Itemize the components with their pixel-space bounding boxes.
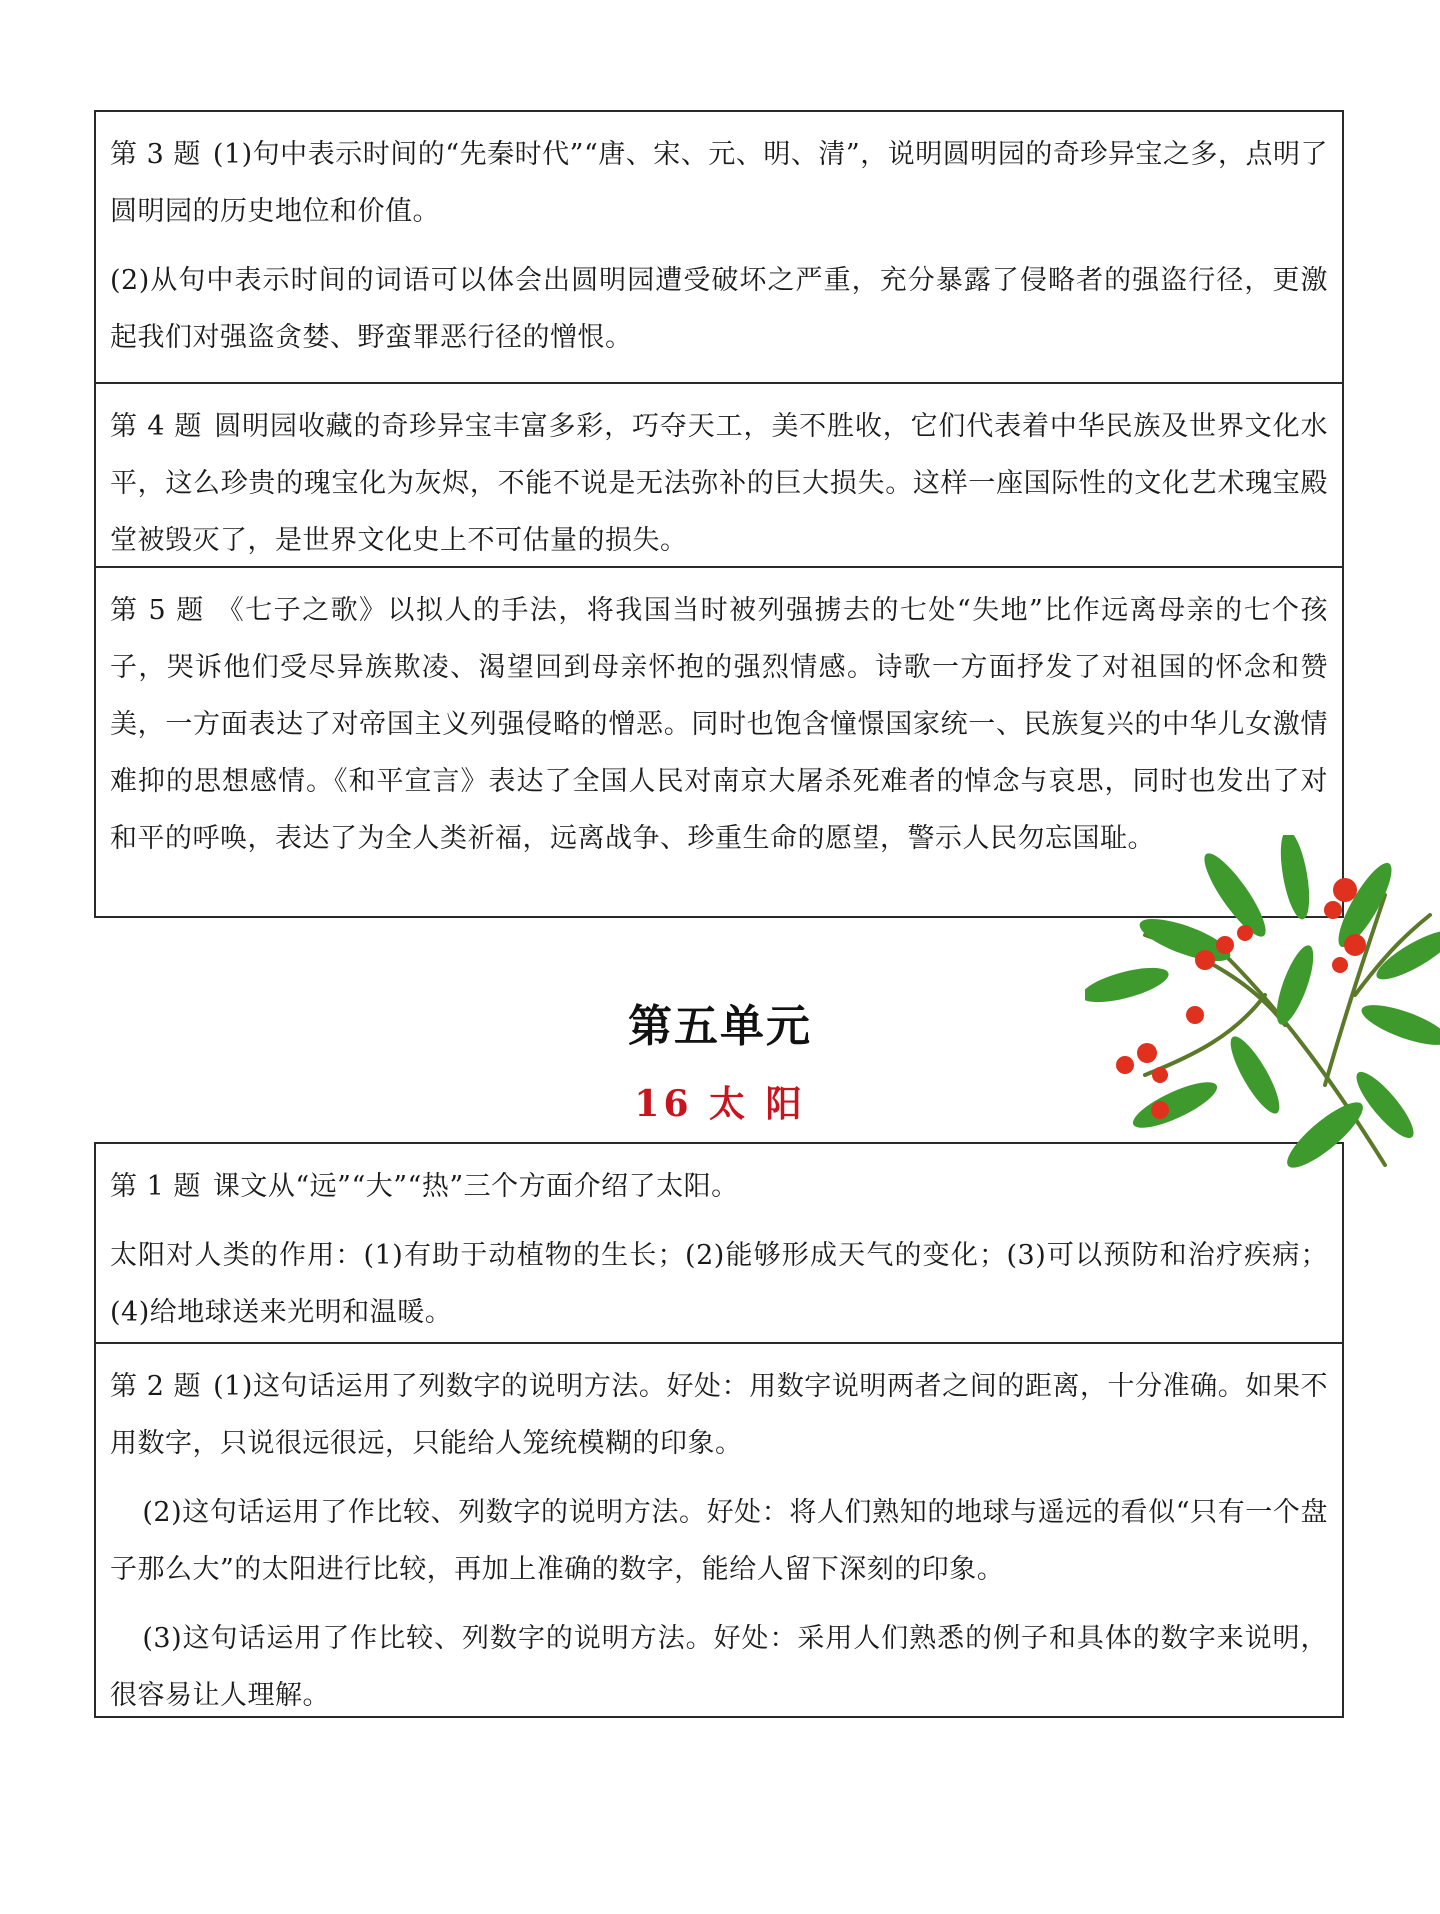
answer-text: 太阳对人类的作用：(1)有助于动植物的生长；(2)能够形成天气的变化；(3)可以预防和治疗疾病；(4)给地球送来光明和温暖。 — [110, 1240, 1328, 1328]
question-number: 第 3 题 — [110, 139, 201, 170]
question-number: 第 4 题 — [110, 411, 203, 442]
question-number: 第 2 题 — [110, 1371, 202, 1402]
unit-title: 第五单元 — [628, 1001, 812, 1052]
answer-q4 — [96, 384, 1342, 568]
answer-text: (2)这句话运用了作比较、列数字的说明方法。好处：将人们熟知的地球与遥远的看似“只有一个盘子那么大”的太阳进行比较，再加上准确的数字，能给人留下深刻的印象。 — [110, 1497, 1328, 1585]
lesson-title: 16 太 阳 — [634, 1083, 806, 1125]
question-number: 第 5 题 — [110, 595, 205, 626]
answer-text: 课文从“远”“大”“热”三个方面介绍了太阳。 — [212, 1171, 739, 1202]
answer-text: (1)这句话运用了列数字的说明方法。好处：用数字说明两者之间的距离，十分准确。如果不用数字，只说很远很远，只能给人笼统模糊的印象。 — [110, 1371, 1329, 1459]
answer-q2 — [96, 1344, 1342, 1716]
answer-table-lesson-16 — [94, 1142, 1344, 1718]
answer-text: 《七子之歌》以拟人的手法，将我国当时被列强掳去的七处“失地”比作远离母亲的七个孩子，哭诉他们受尽异族欺凌、渴望回到母亲怀抱的强烈情感。诗歌一方面抒发了对祖国的怀念和赞美，一方面表达了对帝国主义列强侵略的憎恶。同时也饱含憧憬国家统一、民族复兴的中华儿女激情难抑的思想感情。《和平宣言》表达了全国人民对南京大屠杀死难者的悼念与哀思，同时也发出了对和平的呼唤，表达了为全人类祈福，远离战争、珍重生命的愿望，警示人民勿忘国耻。 — [110, 595, 1329, 854]
answer-text: (1)句中表示时间的“先秦时代”“唐、宋、元、明、清”，说明圆明园的奇珍异宝之多，点明了圆明园的历史地位和价值。 — [110, 139, 1328, 227]
answer-text: (3)这句话运用了作比较、列数字的说明方法。好处：采用人们熟悉的例子和具体的数字来说明，很容易让人理解。 — [110, 1623, 1328, 1711]
question-number: 第 1 题 — [110, 1171, 201, 1202]
answer-text: 圆明园收藏的奇珍异宝丰富多彩，巧夺天工，美不胜收，它们代表着中华民族及世界文化水平，这么珍贵的瑰宝化为灰烬，不能不说是无法弥补的巨大损失。这样一座国际性的文化艺术瑰宝殿堂被毁灭了，是世界文化史上不可估量的损失。 — [110, 411, 1329, 556]
answer-q3 — [96, 112, 1342, 384]
berry-branch-icon — [1085, 835, 1440, 1175]
answer-text: (2)从句中表示时间的词语可以体会出圆明园遭受破坏之严重，充分暴露了侵略者的强盗行径，更激起我们对强盗贪婪、野蛮罪恶行径的憎恨。 — [110, 265, 1328, 353]
answer-table-lesson-15 — [94, 110, 1344, 918]
